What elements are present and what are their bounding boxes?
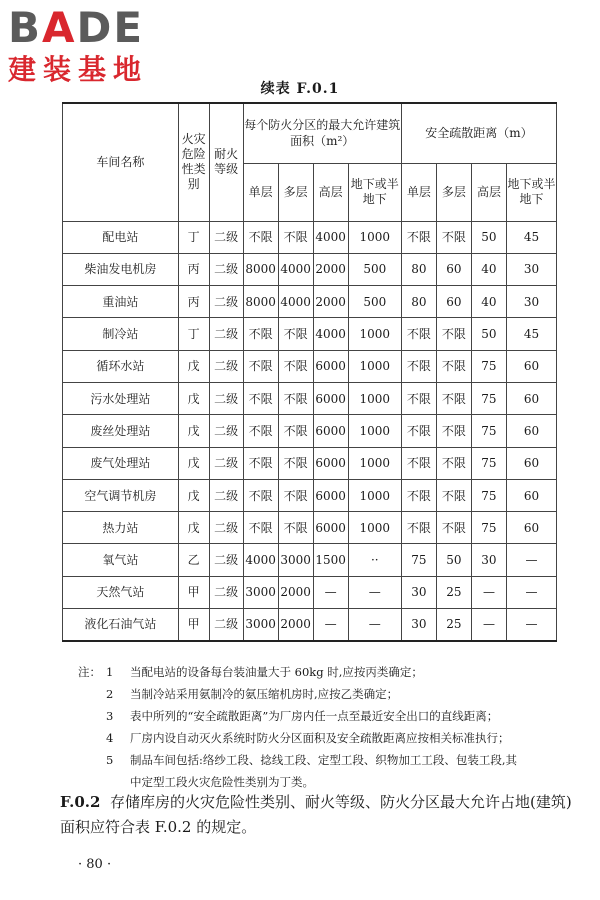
cell-dist-underground: 60 <box>506 512 556 544</box>
cell-dist-high: — <box>471 576 506 608</box>
table-notes <box>78 661 588 793</box>
table-row <box>63 576 557 608</box>
cell-fire-grade: 二级 <box>209 350 243 382</box>
cell-workshop: 天然气站 <box>63 576 179 608</box>
cell-workshop: 配电站 <box>63 221 179 253</box>
cell-fire-class: 丁 <box>178 221 209 253</box>
cell-area-multi: 不限 <box>278 512 313 544</box>
cell-dist-high: 40 <box>471 286 506 318</box>
cell-dist-multi: 不限 <box>436 447 471 479</box>
table-row <box>63 382 557 414</box>
cell-area-multi: 4000 <box>278 286 313 318</box>
cell-area-multi: 不限 <box>278 415 313 447</box>
cell-dist-underground: 60 <box>506 350 556 382</box>
cell-area-underground: 1000 <box>348 479 401 511</box>
cell-area-underground: 500 <box>348 286 401 318</box>
header-dist-high: 高层 <box>471 163 506 221</box>
header-area-multi: 多层 <box>278 163 313 221</box>
cell-area-single: 不限 <box>243 382 278 414</box>
table-row <box>63 286 557 318</box>
cell-area-multi: 4000 <box>278 253 313 285</box>
clause-f02 <box>60 790 580 840</box>
header-area-underground: 地下或半地下 <box>348 163 401 221</box>
cell-workshop: 空气调节机房 <box>63 479 179 511</box>
cell-dist-multi: 不限 <box>436 479 471 511</box>
cell-area-single: 8000 <box>243 286 278 318</box>
cell-area-high: 4000 <box>313 221 348 253</box>
cell-area-multi: 2000 <box>278 609 313 641</box>
cell-dist-underground: 60 <box>506 415 556 447</box>
cell-area-high: 6000 <box>313 415 348 447</box>
cell-area-underground: ·· <box>348 544 401 576</box>
cell-dist-high: 75 <box>471 479 506 511</box>
cell-workshop: 废气处理站 <box>63 447 179 479</box>
cell-fire-class: 丙 <box>178 253 209 285</box>
page-number: · 80 · <box>78 857 112 872</box>
cell-dist-underground: 60 <box>506 479 556 511</box>
note-item: 5 制品车间包括:络纱工段、捻线工段、定型工段、织物加工工段、包装工段,其 <box>106 753 518 767</box>
cell-area-multi: 不限 <box>278 221 313 253</box>
cell-dist-single: 30 <box>401 576 436 608</box>
cell-dist-underground: 30 <box>506 286 556 318</box>
cell-area-single: 不限 <box>243 318 278 350</box>
cell-dist-high: 75 <box>471 447 506 479</box>
cell-workshop: 制冷站 <box>63 318 179 350</box>
cell-fire-grade: 二级 <box>209 221 243 253</box>
header-evac-distance: 安全疏散距离（m） <box>401 103 556 163</box>
cell-dist-underground: 45 <box>506 318 556 350</box>
cell-area-underground: 1000 <box>348 415 401 447</box>
cell-area-high: 6000 <box>313 447 348 479</box>
cell-area-high: 6000 <box>313 350 348 382</box>
cell-fire-class: 丙 <box>178 286 209 318</box>
cell-area-single: 不限 <box>243 350 278 382</box>
table-row <box>63 544 557 576</box>
header-workshop: 车间名称 <box>63 103 179 221</box>
cell-dist-high: 30 <box>471 544 506 576</box>
cell-dist-high: 75 <box>471 415 506 447</box>
cell-fire-grade: 二级 <box>209 512 243 544</box>
header-area-single: 单层 <box>243 163 278 221</box>
cell-dist-multi: 不限 <box>436 382 471 414</box>
cell-area-high: 6000 <box>313 382 348 414</box>
table-row <box>63 253 557 285</box>
table-row <box>63 350 557 382</box>
cell-fire-class: 戊 <box>178 415 209 447</box>
cell-area-single: 不限 <box>243 447 278 479</box>
cell-workshop: 热力站 <box>63 512 179 544</box>
table-row <box>63 512 557 544</box>
cell-workshop: 柴油发电机房 <box>63 253 179 285</box>
note-item: 2 当制冷站采用氨制冷的氨压缩机房时,应按乙类确定； <box>106 687 399 701</box>
cell-workshop: 污水处理站 <box>63 382 179 414</box>
cell-area-underground: 1000 <box>348 318 401 350</box>
cell-dist-single: 不限 <box>401 415 436 447</box>
cell-dist-multi: 25 <box>436 576 471 608</box>
cell-fire-class: 戊 <box>178 479 209 511</box>
cell-dist-underground: 60 <box>506 382 556 414</box>
cell-dist-high: 40 <box>471 253 506 285</box>
cell-fire-class: 戊 <box>178 447 209 479</box>
table-row <box>63 447 557 479</box>
cell-dist-underground: 45 <box>506 221 556 253</box>
cell-fire-class: 甲 <box>178 576 209 608</box>
table-row <box>63 221 557 253</box>
table-row <box>63 609 557 641</box>
cell-fire-class: 丁 <box>178 318 209 350</box>
cell-area-multi: 不限 <box>278 447 313 479</box>
cell-workshop: 废丝处理站 <box>63 415 179 447</box>
cell-dist-multi: 25 <box>436 609 471 641</box>
cell-dist-high: 50 <box>471 318 506 350</box>
cell-dist-single: 不限 <box>401 447 436 479</box>
cell-area-underground: 1000 <box>348 447 401 479</box>
clause-number: F.0.2 <box>60 793 101 811</box>
header-fire-class: 火灾危险性类别 <box>178 103 209 221</box>
cell-workshop: 重油站 <box>63 286 179 318</box>
cell-area-high: 6000 <box>313 479 348 511</box>
cell-area-underground: — <box>348 576 401 608</box>
cell-dist-high: 75 <box>471 512 506 544</box>
cell-dist-underground: — <box>506 576 556 608</box>
cell-dist-multi: 不限 <box>436 318 471 350</box>
note-item: 注： 1 当配电站的设备每台装油量大于 60kg 时,应按丙类确定； <box>78 661 588 683</box>
table-row <box>63 415 557 447</box>
cell-area-underground: 1000 <box>348 221 401 253</box>
note-item: 4 厂房内设自动灭火系统时防火分区面积及安全疏散距离应按相关标准执行； <box>106 731 510 745</box>
table-row <box>63 318 557 350</box>
cell-workshop: 氧气站 <box>63 544 179 576</box>
note-item: 3 表中所列的“安全疏散距离”为厂房内任一点至最近安全出口的直线距离； <box>106 709 499 723</box>
cell-fire-grade: 二级 <box>209 318 243 350</box>
note-continuation: 中定型工段火灾危险性类别为丁类。 <box>130 775 314 789</box>
header-max-area: 每个防火分区的最大允许建筑面积（m²） <box>243 103 401 163</box>
cell-fire-grade: 二级 <box>209 576 243 608</box>
header-fire-grade: 耐火等级 <box>209 103 243 221</box>
cell-fire-grade: 二级 <box>209 382 243 414</box>
cell-area-underground: — <box>348 609 401 641</box>
cell-dist-high: 50 <box>471 221 506 253</box>
cell-area-high: 2000 <box>313 253 348 285</box>
cell-dist-multi: 不限 <box>436 415 471 447</box>
logo-wordmark: BADE <box>8 3 145 52</box>
cell-dist-single: 不限 <box>401 512 436 544</box>
cell-area-single: 不限 <box>243 512 278 544</box>
clause-text: 存储库房的火灾危险性类别、耐火等级、防火分区最大允许占地(建筑)面积应符合表 F.0.2 的规定。 <box>60 793 572 836</box>
cell-area-underground: 1000 <box>348 512 401 544</box>
cell-dist-multi: 50 <box>436 544 471 576</box>
bade-logo <box>8 3 178 88</box>
cell-area-high: 2000 <box>313 286 348 318</box>
cell-dist-multi: 不限 <box>436 221 471 253</box>
cell-dist-underground: — <box>506 544 556 576</box>
cell-dist-single: 不限 <box>401 479 436 511</box>
cell-dist-single: 30 <box>401 609 436 641</box>
cell-area-single: 3000 <box>243 609 278 641</box>
cell-area-high: — <box>313 609 348 641</box>
cell-area-high: — <box>313 576 348 608</box>
cell-dist-underground: 60 <box>506 447 556 479</box>
cell-area-underground: 500 <box>348 253 401 285</box>
cell-dist-single: 不限 <box>401 350 436 382</box>
fire-safety-table <box>62 102 557 642</box>
cell-fire-grade: 二级 <box>209 544 243 576</box>
cell-fire-grade: 二级 <box>209 286 243 318</box>
table-body <box>63 221 557 641</box>
cell-fire-class: 甲 <box>178 609 209 641</box>
cell-area-high: 4000 <box>313 318 348 350</box>
cell-area-multi: 不限 <box>278 318 313 350</box>
cell-workshop: 液化石油气站 <box>63 609 179 641</box>
cell-dist-high: 75 <box>471 350 506 382</box>
cell-dist-multi: 60 <box>436 253 471 285</box>
cell-fire-class: 戊 <box>178 512 209 544</box>
cell-dist-high: — <box>471 609 506 641</box>
cell-area-underground: 1000 <box>348 350 401 382</box>
cell-area-single: 不限 <box>243 221 278 253</box>
cell-area-single: 4000 <box>243 544 278 576</box>
cell-area-multi: 不限 <box>278 479 313 511</box>
cell-dist-multi: 不限 <box>436 512 471 544</box>
cell-area-single: 不限 <box>243 415 278 447</box>
cell-fire-grade: 二级 <box>209 253 243 285</box>
cell-dist-single: 不限 <box>401 318 436 350</box>
header-dist-underground: 地下或半地下 <box>506 163 556 221</box>
cell-dist-single: 不限 <box>401 382 436 414</box>
header-dist-multi: 多层 <box>436 163 471 221</box>
cell-dist-underground: — <box>506 609 556 641</box>
cell-dist-single: 80 <box>401 253 436 285</box>
cell-area-underground: 1000 <box>348 382 401 414</box>
cell-area-multi: 不限 <box>278 350 313 382</box>
cell-dist-single: 不限 <box>401 221 436 253</box>
cell-dist-high: 75 <box>471 382 506 414</box>
cell-area-single: 不限 <box>243 479 278 511</box>
table-caption: 续表 F.0.1 <box>260 81 340 97</box>
cell-workshop: 循环水站 <box>63 350 179 382</box>
cell-area-high: 1500 <box>313 544 348 576</box>
note-lead: 注： <box>78 665 101 679</box>
header-dist-single: 单层 <box>401 163 436 221</box>
cell-fire-grade: 二级 <box>209 415 243 447</box>
header-area-high: 高层 <box>313 163 348 221</box>
cell-fire-class: 戊 <box>178 350 209 382</box>
cell-dist-multi: 不限 <box>436 350 471 382</box>
cell-dist-single: 80 <box>401 286 436 318</box>
cell-fire-grade: 二级 <box>209 609 243 641</box>
logo-subtitle: 建装基地 <box>8 53 149 86</box>
table-row <box>63 479 557 511</box>
cell-area-multi: 不限 <box>278 382 313 414</box>
cell-dist-multi: 60 <box>436 286 471 318</box>
cell-area-high: 6000 <box>313 512 348 544</box>
cell-fire-class: 戊 <box>178 382 209 414</box>
cell-fire-class: 乙 <box>178 544 209 576</box>
cell-area-multi: 3000 <box>278 544 313 576</box>
cell-dist-underground: 30 <box>506 253 556 285</box>
cell-fire-grade: 二级 <box>209 447 243 479</box>
cell-area-single: 3000 <box>243 576 278 608</box>
cell-dist-single: 75 <box>401 544 436 576</box>
cell-area-single: 8000 <box>243 253 278 285</box>
cell-fire-grade: 二级 <box>209 479 243 511</box>
cell-area-multi: 2000 <box>278 576 313 608</box>
